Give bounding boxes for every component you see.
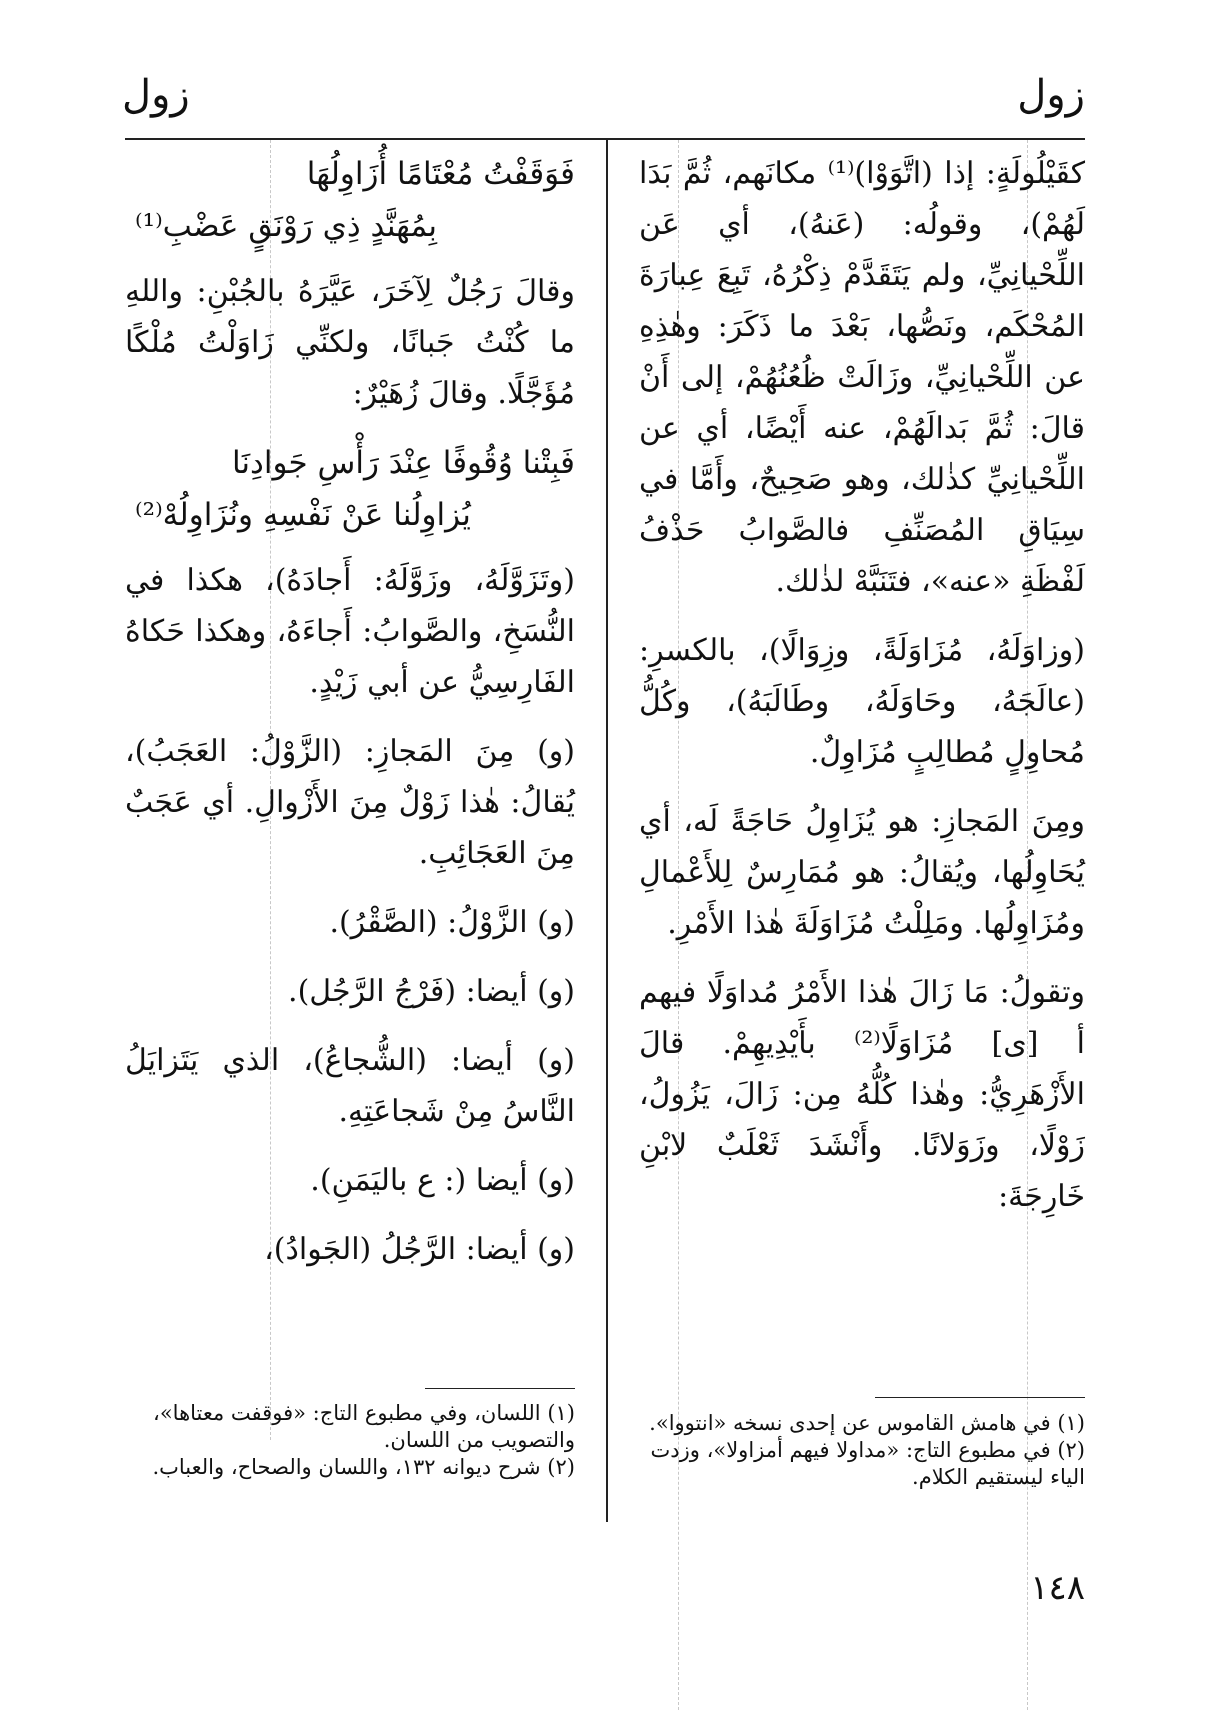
footnote: (١) في هامش القاموس عن إحدى نسخه «انتووا». bbox=[649, 1411, 1085, 1435]
entry-paragraph: (و) أيضا: (فَرْجُ الرَّجُل). bbox=[288, 974, 575, 1009]
running-head-left: زول bbox=[122, 72, 190, 118]
left-column bbox=[125, 148, 575, 1293]
verse-hemistich: يُزاوِلُنا عَنْ نَفْسِهِ ونُزَاوِلُهْ⁽²⁾ bbox=[135, 497, 471, 533]
entry-paragraph: (و) أيضا (: ع باليَمَنِ). bbox=[310, 1163, 575, 1198]
poetry-verse bbox=[125, 437, 575, 541]
entry-paragraph: (وتَزَوَّلَهُ، وزَوَّلَهُ: أَجادَهُ)، هكذا في النُّسَخِ، والصَّوابُ: أَجاءَهُ، وهكذا حَكاهُ الفَارِسِيُّ عن أبي زَيْدٍ. bbox=[125, 563, 575, 700]
entry-paragraph: (و) الزَّوْلُ: (الصَّقْرُ). bbox=[329, 905, 575, 940]
running-head-right: زول bbox=[1017, 72, 1085, 118]
footnote: (٢) شرح ديوانه ١٣٢، واللسان والصحاح، والعباب. bbox=[152, 1455, 575, 1479]
entry-paragraph: (و) أيضا: الرَّجُلُ (الجَوادُ)، bbox=[264, 1232, 575, 1267]
footnotes-left bbox=[125, 1400, 575, 1481]
entry-paragraph: (وزاوَلَهُ، مُزَاوَلَةً، وزِوَالًا)، بالكسرِ: (عالَجَهُ، وحَاوَلَهُ، وطَالَبَهُ)، وكُلُّ مُحاوِلٍ مُطالِبٍ مُزَاوِلٌ. bbox=[639, 633, 1085, 770]
verse-hemistich: بِمُهَنَّدٍ ذِي رَوْنَقٍ عَضْبِ⁽¹⁾ bbox=[135, 208, 438, 244]
verse-hemistich: فَوَقَفْتُ مُعْتَامًا أُزَاوِلُهَا bbox=[306, 156, 575, 192]
footnotes-right bbox=[639, 1410, 1085, 1491]
column-divider bbox=[606, 139, 608, 1522]
poetry-verse bbox=[125, 148, 575, 252]
page-number: ١٤٨ bbox=[1030, 1568, 1085, 1608]
entry-paragraph: وتقولُ: مَا زَالَ هٰذا الأَمْرُ مُداوَلًا فيهم أ [ى] مُزَاوَلًا⁽²⁾ بأَيْدِيهِمْ. قالَ الأَزْهَرِيُّ: وهٰذا كُلُّهُ مِن: زَالَ، يَزُولُ، زَوْلًا، وزَوَلانًا. وأَنْشَدَ ثَعْلَبٌ لابْنِ خَارِجَةَ: bbox=[639, 975, 1085, 1214]
entry-paragraph: (و) أيضا: (الشُّجاعُ)، الذي يَتَزايَلُ النَّاسُ مِنْ شَجاعَتِهِ. bbox=[125, 1043, 575, 1129]
footnote: (٢) في مطبوع التاج: «مداولا فيهم أمزاولا»، وزدت الياء ليستقيم الكلام. bbox=[650, 1438, 1085, 1489]
entry-paragraph: كقَيْلُولَةٍ: إذا (اتَّوَوْا)⁽¹⁾ مكانَهم، ثُمَّ بَدَا لَهُمْ)، وقولُه: (عَنهُ)، أي عَن اللِّحْيانِيِّ، ولم يَتَقَدَّمْ ذِكْرُهُ، تَبِعَ عِبارَةَ المُحْكَم، ونَصُّها، بَعْدَ ما ذَكَرَ: وهٰذِهِ عن اللِّحْيانِيِّ، وزَالَتْ ظُعُنُهُمْ، إلى أَنْ قالَ: ثُمَّ بَدالَهُمْ، عنه أَيْضًا، أي عن اللِّحْيانِيِّ كذٰلك، وهو صَحِيحٌ، وأَمَّا في سِيَاقِ المُصَنِّفِ فالصَّوابُ حَذْفُ لَفْظَةِ «عنه»، فتَنَبَّهْ لذٰلك. bbox=[639, 156, 1086, 599]
entry-paragraph: ومِنَ المَجازِ: هو يُزَاوِلُ حَاجَةً لَه، أي يُحَاوِلُها، ويُقالُ: هو مُمَارِسٌ لِلأَعْمالِ ومُزَاوِلُها. ومَلِلْتُ مُزَاوَلَةَ هٰذا الأَمْرِ. bbox=[639, 804, 1085, 941]
footnote-rule bbox=[875, 1397, 1085, 1398]
entry-paragraph: وقالَ رَجُلٌ لِآخَرَ، عَيَّرَهُ بالجُبْنِ: واللهِ ما كُنْتُ جَبانًا، ولكنِّي زَاوَلْتُ مُلْكًا مُؤَجَّلًا. وقالَ زُهَيْرٌ: bbox=[125, 274, 575, 411]
footnote-rule bbox=[425, 1388, 575, 1389]
entry-paragraph: (و) مِنَ المَجازِ: (الزَّوْلُ: العَجَبُ)، يُقالُ: هٰذا زَوْلٌ مِنَ الأَزْوالِ. أي عَجَبٌ مِنَ العَجَائِبِ. bbox=[125, 734, 575, 871]
footnote: (١) اللسان، وفي مطبوع التاج: «فوقفت معتاها»، والتصويب من اللسان. bbox=[153, 1401, 575, 1452]
right-column bbox=[639, 148, 1085, 1240]
header-rule bbox=[125, 138, 1085, 140]
verse-hemistich: فَبِتْنا وُقُوفًا عِنْدَ رَأْسِ جَوادِنَا bbox=[231, 445, 575, 481]
